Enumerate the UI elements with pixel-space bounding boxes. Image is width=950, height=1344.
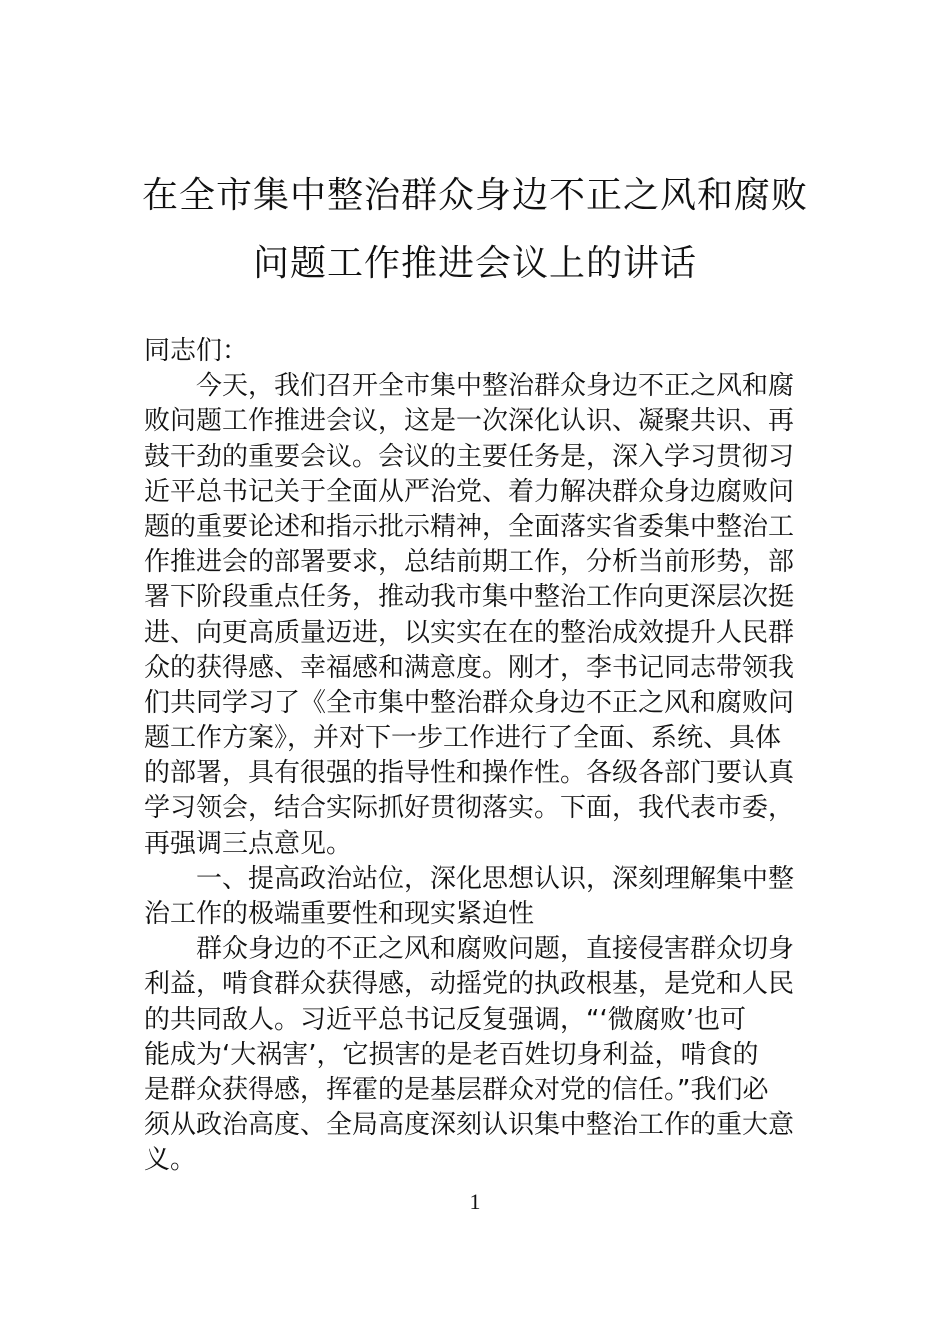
paragraph-line: 署下阶段重点任务，推动我市集中整治工作向更深层次挺	[144, 582, 795, 613]
section-heading-1	[144, 862, 810, 932]
paragraph-section-1	[144, 932, 810, 1178]
paragraph-line: 再强调三点意见。	[144, 828, 353, 859]
document-title-line-1: 在全市集中整治群众身边不正之风和腐败	[141, 175, 808, 216]
section-heading-line: 治工作的极端重要性和现实紧迫性	[144, 899, 535, 929]
paragraph-line: 利益，啃食群众获得感，动摇党的执政根基，是党和人民	[144, 969, 795, 1000]
paragraph-line: 的部署，具有很强的指导性和操作性。各级各部门要认真	[144, 758, 795, 789]
paragraph-line: 题的重要论述和指示批示精神，全面落实省委集中整治工	[144, 511, 795, 542]
paragraph-line: 义。	[144, 1145, 197, 1176]
paragraph-line: 败问题工作推进会议，这是一次深化认识、凝聚共识、再	[144, 406, 795, 437]
paragraph-line: 题工作方案》，并对下一步工作进行了全面、系统、具体	[144, 723, 782, 754]
paragraph-line: 鼓干劲的重要会议。会议的主要任务是，深入学习贯彻习	[144, 441, 795, 472]
paragraph-line: 能成为‘大祸害’，它损害的是老百姓切身利益，啃食的	[144, 1039, 759, 1070]
paragraph-line: 学习领会，结合实际抓好贯彻落实。下面，我代表市委，	[144, 793, 795, 824]
paragraph-line: 今天，我们召开全市集中整治群众身边不正之风和腐	[196, 371, 795, 402]
paragraph-line: 是群众获得感，挥霍的是基层群众对党的信任。”我们必	[144, 1074, 769, 1105]
paragraph-line: 的共同敌人。习近平总书记反复强调，“‘微腐败’也可	[144, 1004, 746, 1035]
paragraph-line: 须从政治高度、全局高度深刻认识集中整治工作的重大意	[144, 1110, 795, 1141]
paragraph-line: 众的获得感、幸福感和满意度。刚才，李书记同志带领我	[144, 652, 795, 683]
document-title-line-2: 问题工作推进会议上的讲话	[252, 243, 697, 284]
paragraph-line: 群众身边的不正之风和腐败问题，直接侵害群众切身	[196, 934, 795, 965]
paragraph-line: 近平总书记关于全面从严治党、着力解决群众身边腐败问	[144, 476, 795, 507]
section-heading-line: 一、提高政治站位，深化思想认识，深刻理解集中整	[196, 863, 795, 894]
document-body	[144, 334, 810, 1179]
page-number: 1	[469, 1189, 481, 1214]
paragraph-intro	[144, 369, 810, 862]
paragraph-line: 们共同学习了《全市集中整治群众身边不正之风和腐败问	[144, 687, 795, 718]
paragraph-line: 作推进会的部署要求，总结前期工作，分析当前形势，部	[144, 547, 795, 578]
salutation: 同志们：	[144, 336, 249, 366]
paragraph-line: 进、向更高质量迈进，以实实在在的整治成效提升人民群	[144, 617, 795, 648]
